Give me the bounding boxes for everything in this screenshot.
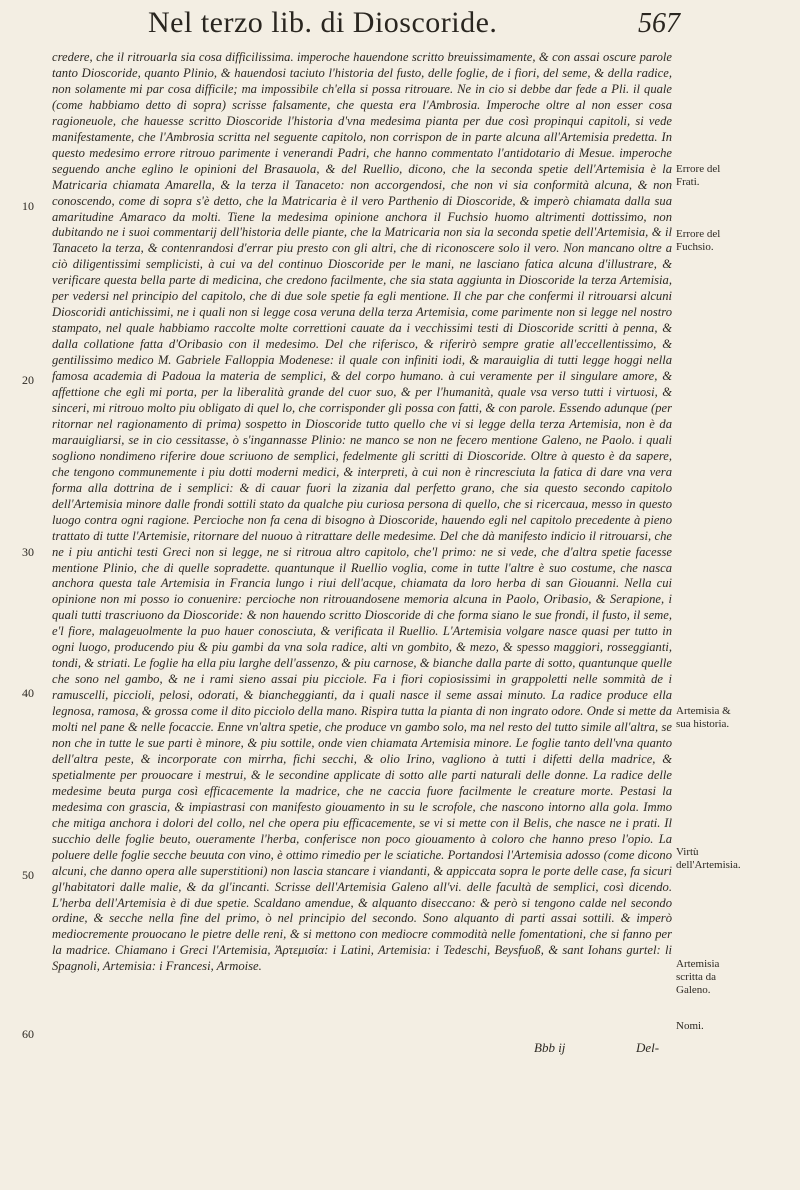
- line-number-60: 60: [22, 1027, 34, 1041]
- line-number-30: 30: [22, 545, 34, 559]
- body-text: [52, 50, 672, 975]
- marginal-note-nomi: Nomi.: [676, 1020, 704, 1032]
- marginal-note-artemisia-historia: Artemisia & sua historia.: [676, 705, 731, 730]
- signature-mark: Bbb ij: [534, 1040, 566, 1055]
- line-number-40: 40: [22, 686, 34, 700]
- line-number-20: 20: [22, 373, 34, 387]
- catchword: Del-: [636, 1040, 660, 1055]
- marginal-note-errore-frati: Errore del Frati.: [676, 163, 721, 188]
- marginal-note-virtu-artemisia: Virtù dell'Artemisia.: [676, 846, 741, 871]
- marginal-note-artemisia-galeno: Artemisia scritta da Galeno.: [676, 958, 720, 996]
- line-number-50: 50: [22, 868, 34, 882]
- marginal-note-errore-fuchsio: Errore del Fuchsio.: [676, 228, 721, 253]
- main-paragraph: credere, che il ritrouarla sia cosa difficilissima. imperoche hauendone scritto breuissimamente, & con assai oscure parole tanto Dioscoride, quanto Plinio, & hauendosi taciuto l'historia del fusto, delle foglie, de i fiori, del seme, & della radice, non solamente mi par cosa difficile; ma impossibile ch'ella si possa ritrouare. Ne in cio si debbe dar fede a Pli. il quale (come habbiamo detto di sopra) scrisse falsamente, che questa era l'Ambrosia. Imperoche oltre al non esser cosa ragioneuole, che hauesse scritto Dioscoride l'historia d'vna medesima pianta per due così propinqui capitoli, si vede manifestamente, che l'Ambrosia scritta nel seguente capitolo, non corrispon de in parte alcuna all'Artemisia predetta. In questo medesimo errore ritrouo parimente i venerandi Padri, che hanno commentato l'antidotario di Mesue. imperoche seguendo anche eglino le opinioni del Brasauola, & del Ruellio, dicono, che la seconda spetie dell'Artemisia è la Matricaria chiamata Amarella, & la terza il Tanaceto: non accorgendosi, che non vi sia conformità alcuna, & non conoscendo, come di sopra s'è detto, che la Matricaria è il vero Parthenio di Dioscoride, & imperò chiamata dalla sua amaritudine Amaraco da molti. Tiene la medesima opinione anchora il Fuchsio huomo altrimenti dottissimo, non dubitando ne i suoi commentarij dell'historia delle piante, che la Matricaria non sia la seconda spetie dell'Artemisia, & il Tanaceto la terza, & contenrandosi d'errar piu presto con gli altri, che di riconoscere solo il vero. Non mancano oltre a ciò diligentissimi semplicisti, à cui va del continuo Dioscoride per le mani, ne lasciano fatica alcuna d'illustrare, & verificare questa bella parte di medicina, che credono facilmente, che sia stata aggiunta in Dioscoride la terza Artemisia, per vedersi nel principio del capitolo, che di due sole spetie fa egli mentione. Il che par che confermi il ritrouarsi alcuni Dioscoridi antichissimi, ne i quali non si legge cosa veruna della terza Artemisia, come parimente non si legge nel nostro stampato, nel quale habbiamo raccolte molte correttioni cauate da i vecchissimi testi di Dioscoride scritti à penna, & dalla collatione fatta d'Oribasio con il medesimo. Del che riferisco, & riferirò sempre gratie all'eccellentissimo, & gentilissimo medico M. Gabriele Falloppia Modenese: il quale con infiniti iodi, & marauiglia di tutti legge hoggi nella famosa academia di Padoua la materia de semplici, & del corpo humano. à cui veramente per il singulare amore, & affettione che egli mi porta, per la liberalità grande del cuor suo, & per l'humanità, quale vsa verso tutti i virtuosi, & sinceri, mi ritrouo molto piu obligato di quel lo, che corrisponder gli possa con fatti, & con parole. Essendo adunque (per ritornar nel ragionamento di prima) sospetto in Dioscoride tutto quello che vi si legge della terza Artemisia, non è da marauigliarsi, se in cio cessitasse, ò s'ingannasse Plinio: ne manco se non ne fecero mentione Galeno, ne Paolo. i quali sogliono nondimeno riferire doue scriuono de semplici, fedelmente gli scritti di Dioscoride. Oltre à questo è da sapere, che tengono communemente i piu dotti moderni medici, & interpreti, à cui non è rincresciuta la fatica di dare vna vera forma alla dottrina de i semplici: & di cauar fuori la zizania dal perfetto grano, che sia questo secondo capitolo dell'Artemisia minore dalle frondi sottili stato da qualche piu curiosa persona di quello, che si ricercaua, messo in questo luogo contra ogni ragione. Percioche non fa cena di bisogno à Dioscoride, hauendo egli nel capitolo precedente à pieno trattato di tutte l'Artemisie, ritornare del nuouo à ritrattare delle medesime. Del che dà manifesto indicio il ritrouarsi, che ne i piu antichi testi Greci non si legge, ne si ritroua altro capitolo, che'l primo: ne si vede, che d'altra spetie facesse mentione Plinio, che di quelle sopradette. quantunque il Ruellio voglia, come in tutte l'altre è suo costume, che nasca anchora questa tale Artemisia in Francia lungo i riui dell'acque, chiamata da loro herba di san Giouanni. Nella cui opinione non mi posso io conuenire: percioche non ritrouandosene memoria alcuna in Paolo, Oribasio, & Serapione, i quali tutti trascriuono da Dioscoride: & non hauendo scritto Dioscoride di che forma siano le sue frondi, il fusto, il seme, e'l fiore, malageuolmente la puo hauer conosciuta, & verificata il Ruellio. L'Artemisia volgare nasce quasi per tutto in ogni luogo, producendo piu & piu gambi da vna sola radice, alti vn gombito, & mezo, & spesso maggiori, rosseggianti, tondi, & striati. Le foglie ha ella piu larghe dell'assenzo, & piu carnose, & bianche dalla parte di sotto, quantunque quelle che sono nel gambo, & ne i rami sieno assai piu picciole. Fa i fiori copiosissimi in grappoletti nelle sommità de i ramuscelli, piccioli, pelosi, odorati, & biancheggianti, da i quali nasce il seme assai minuto. La radice produce ella legnosa, ramosa, & grossa come il dito picciolo della mano. Rispira tutta la pianta di non ingrato odore. Onde si mette da molti nel pane & nelle focaccie. Enne vn'altra spetie, che produce vn gambo solo, ma nel resto del tutto simile all'altra, se non che in tutte le sue parti è minore, & piu sottile, onde vien chiamata Artemisia minore. Le foglie tanto dell'vna quanto dell'altra peste, & incorporate con mirrha, fichi secchi, & olio Irino, vagliono à tutti i difetti della madrice, & spetialmente per prouocare i mestrui, & le secondine applicate di sotto alle parti naturali delle donne. La radice delle medesime beuta purga così efficacemente la madrice, che ne caccia fuore facilmente le creature morte. Pestasi la medesima con grascia, & impiastrasi con manifesto giouamento in su le scrofole, che nascono intorno alla gola. Immo che mitiga anchora i dolori del collo, nel che opera piu efficacemente, se vi si mette con il Belis, che nasce ne i prati. Il succhio delle foglie beuto, oueramente l'herba, conferisce non poco giouamento à coloro che hanno preso l'opio. La poluere delle foglie secche beuuta con vino, è ottimo rimedio per le sciatiche. Portandosi l'Artemisia adosso (come dicono alcuni, che danno opera alle superstitioni) non lascia stancare i viandanti, & appiccata sopra le porte delle case, fa sicuri gl'habitatori dalle malie, & da gl'incanti. Scrisse dell'Artemisia Galeno all'vi. delle facultà de semplici, così dicendo. L'herba dell'Artemisia è di due spetie. Scaldano amendue, & alquanto diseccano: & però si tengono calde nel secondo ordine, & secche nella fine del primo, ò nel principio del secondo. Sono alquanto di parti assai sottili. & imperò mediocremente prouocano le pietre delle reni, & si mettono con mediocre commodità nelle fomentationi, che si fanno per la madrice. Chiamano i Greci l'Artemisia, Ἀρτεμισία: i Latini, Artemisia: i Tedeschi, Beysfuoß, & sant Iohans gurtel: li Spagnoli, Artemisia: i Francesi, Armoise.: [52, 50, 672, 974]
- page-number: 567: [638, 8, 680, 39]
- page-header: [120, 6, 680, 48]
- running-title: Nel terzo lib. di Dioscoride.: [148, 6, 498, 39]
- line-number-10: 10: [22, 199, 34, 213]
